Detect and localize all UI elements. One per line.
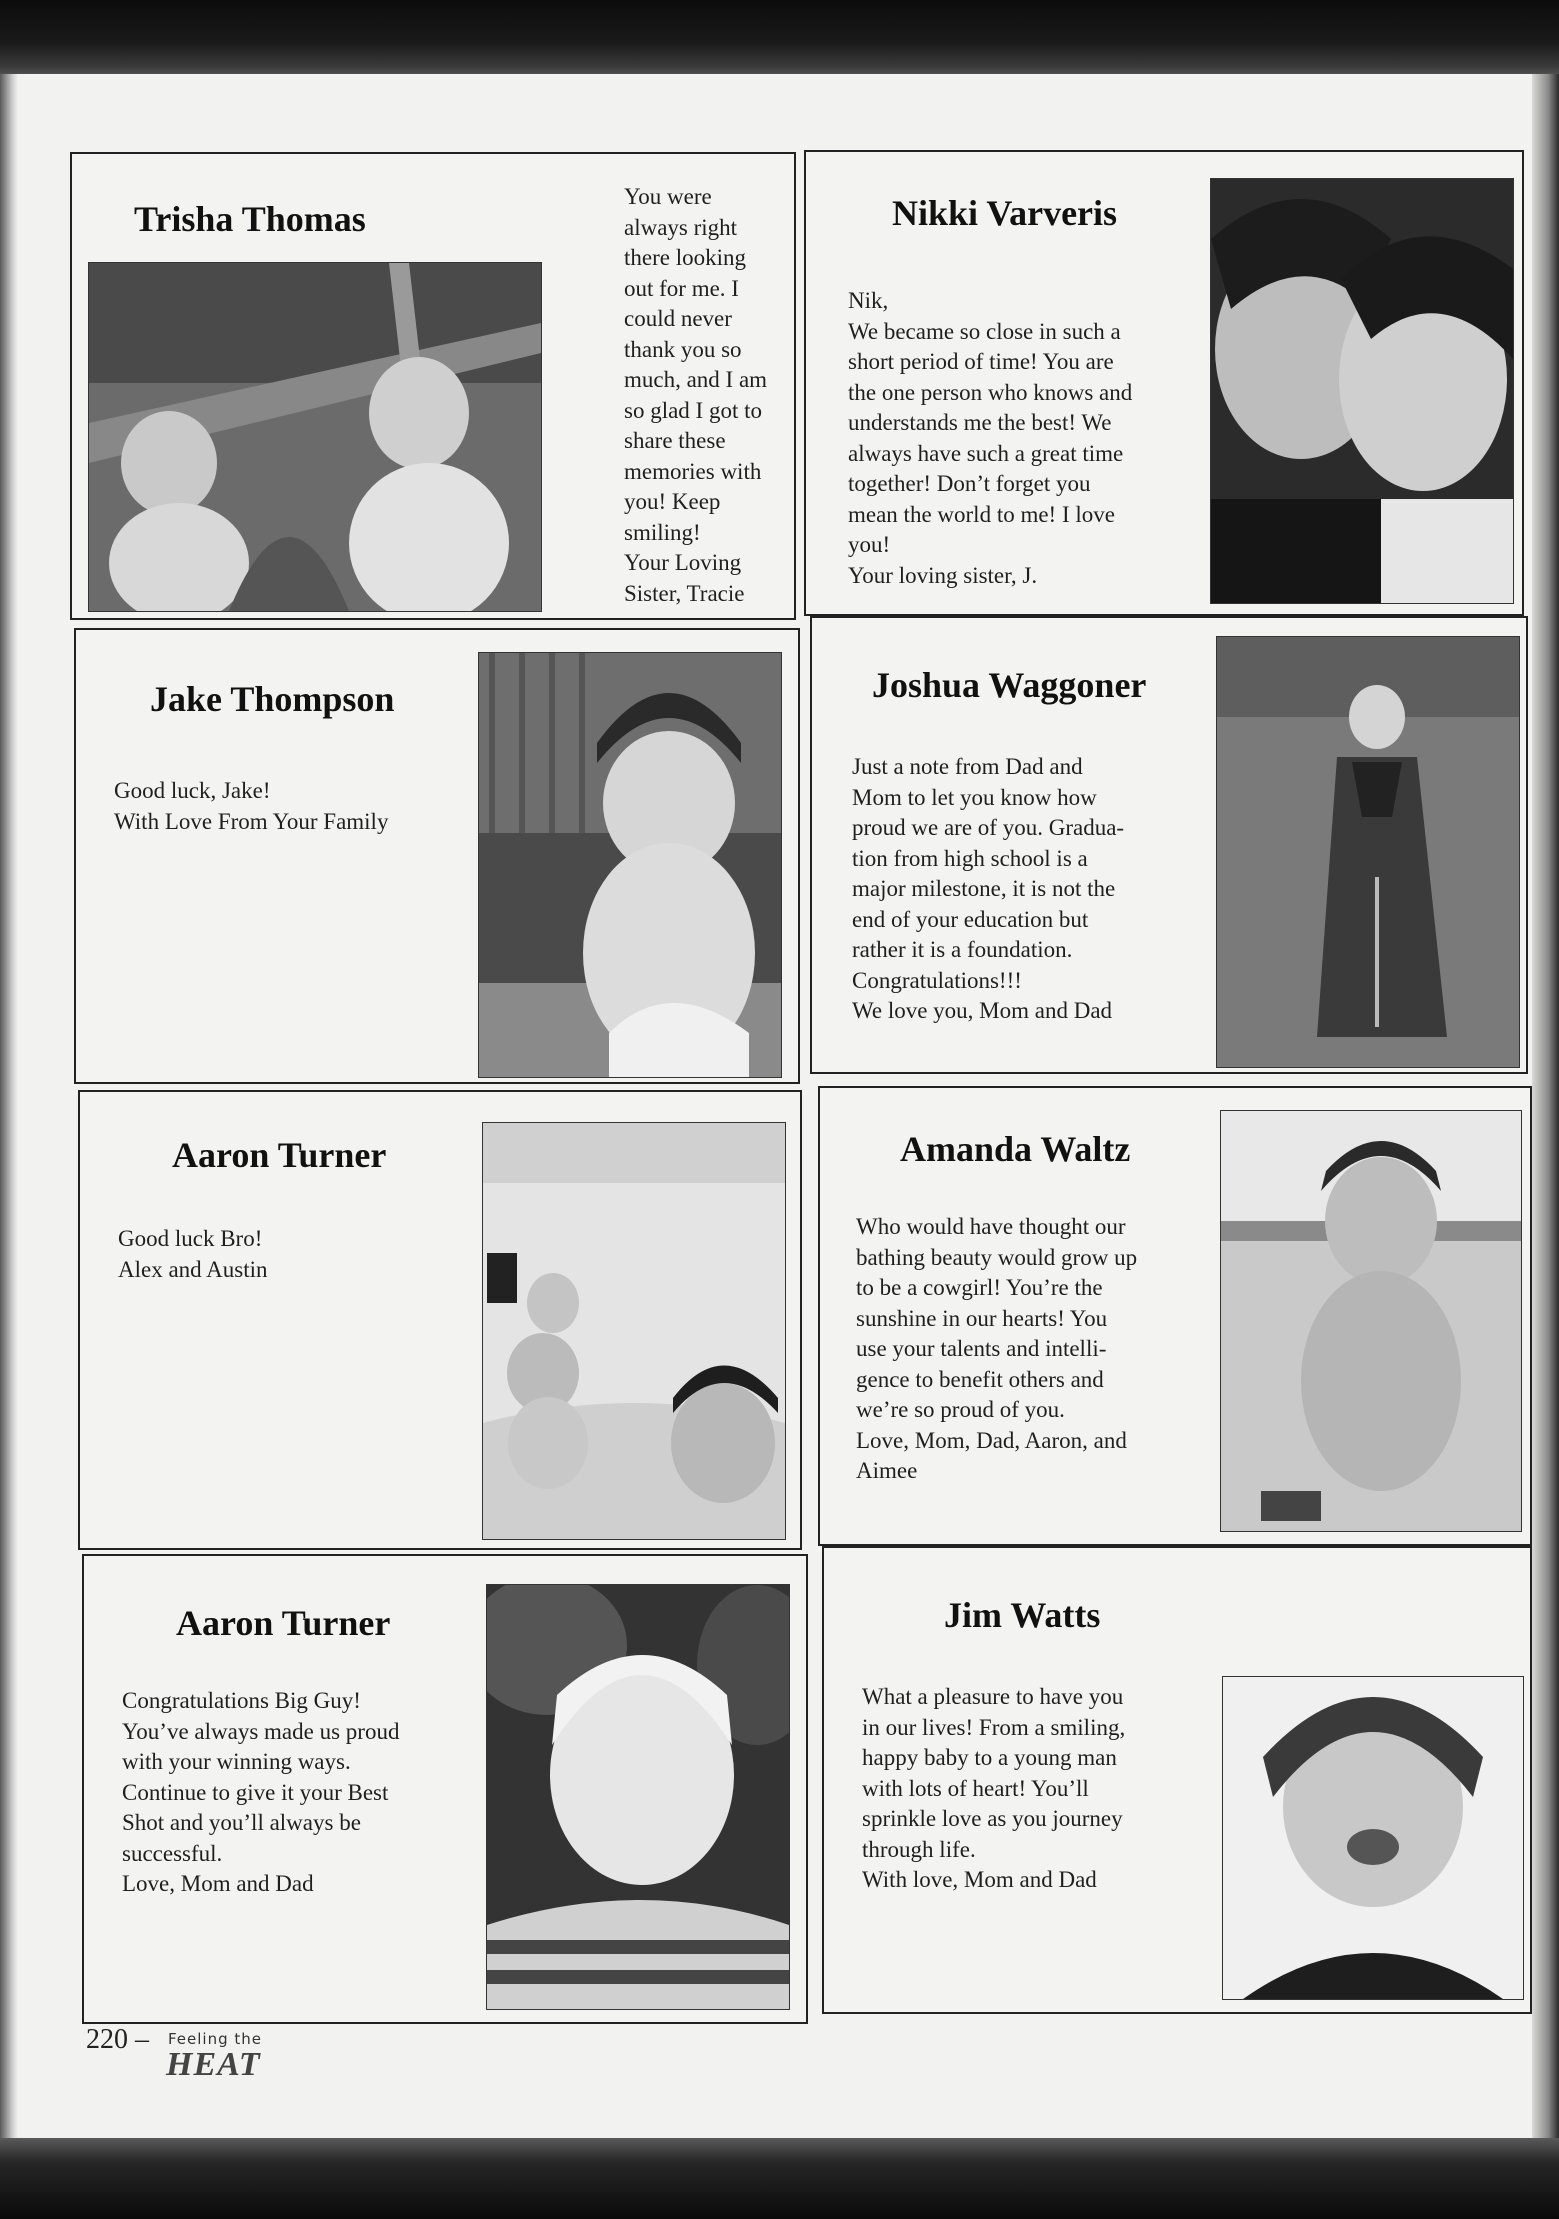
senior-ad-amanda-waltz bbox=[818, 1086, 1532, 1546]
dedication-message: Nik, We became so close in such a short period of time! You are the one person who knows and understands me the best! We always have such a great time together! Don’t forget you mean the world to me! I love you! Your loving sister, J. bbox=[848, 288, 1133, 588]
senior-ad-aaron-turner-1 bbox=[78, 1090, 802, 1550]
childhood-photo bbox=[482, 1122, 786, 1540]
childhood-photo bbox=[88, 262, 542, 612]
dedication-message: What a pleasure to have you in our lives! From a smiling, happy baby to a young man with lots of heart! You’ll sprinkle love as you journey through life. With love, Mom and Dad bbox=[862, 1684, 1126, 1892]
portrait-photo bbox=[1210, 178, 1514, 604]
dedication-message: You were always right there looking out for me. I could never thank you so much, and I am so glad I got to share these memories with you! Keep smiling! Your Loving Sister, Tracie bbox=[624, 184, 768, 606]
dedication-message: Congratulations Big Guy! You’ve always made us proud with your winning ways. Continue to give it your Best Shot and you’ll always be successful. Love, Mom and Dad bbox=[122, 1688, 400, 1896]
school-portrait-photo bbox=[486, 1584, 790, 2010]
section-logo: HEAT bbox=[166, 2046, 261, 2083]
childhood-photo bbox=[1220, 1110, 1522, 1532]
student-name: Jake Thompson bbox=[150, 679, 395, 719]
childhood-photo bbox=[1222, 1676, 1524, 2000]
childhood-photo bbox=[1216, 636, 1520, 1068]
senior-ad-aaron-turner-2 bbox=[82, 1554, 808, 2024]
senior-ad-jake-thompson bbox=[74, 628, 800, 1084]
book-edge-right bbox=[1532, 74, 1559, 2142]
senior-ad-trisha-thomas bbox=[70, 152, 796, 620]
senior-ad-nikki-varveris bbox=[804, 150, 1524, 616]
scan-border-bottom bbox=[0, 2138, 1559, 2219]
student-name: Aaron Turner bbox=[176, 1603, 391, 1643]
student-name: Nikki Varveris bbox=[892, 193, 1118, 233]
dedication-message: Good luck Bro! Alex and Austin bbox=[118, 1226, 268, 1282]
student-name: Aaron Turner bbox=[172, 1135, 387, 1175]
dedication-message: Who would have thought our bathing beauty would grow up to be a cowgirl! You’re the sunshine in our hearts! You use your talents and intelli- gence to benefit others and we’re so proud of you. Love, Mom, Dad, Aaron, and Aimee bbox=[856, 1214, 1138, 1483]
dedication-message: Just a note from Dad and Mom to let you know how proud we are of you. Gradua- tion from high school is a major milestone, it is not the end of your education but rather it is a foundation. Congratulations!!! We love you, Mom and Dad bbox=[852, 754, 1125, 1023]
student-name: Jim Watts bbox=[944, 1595, 1101, 1635]
student-name: Joshua Waggoner bbox=[872, 665, 1147, 705]
book-spine-left bbox=[0, 74, 18, 2142]
student-name: Trisha Thomas bbox=[134, 199, 366, 239]
senior-ad-jim-watts bbox=[822, 1546, 1532, 2014]
page-number: 220 – bbox=[86, 2024, 149, 2055]
scan-border-top bbox=[0, 0, 1559, 78]
student-name: Amanda Waltz bbox=[900, 1129, 1131, 1169]
section-logo-tagline: Feeling the bbox=[168, 2030, 263, 2048]
childhood-photo bbox=[478, 652, 782, 1078]
senior-ad-joshua-waggoner bbox=[810, 616, 1528, 1074]
dedication-message: Good luck, Jake! With Love From Your Family bbox=[114, 778, 389, 834]
